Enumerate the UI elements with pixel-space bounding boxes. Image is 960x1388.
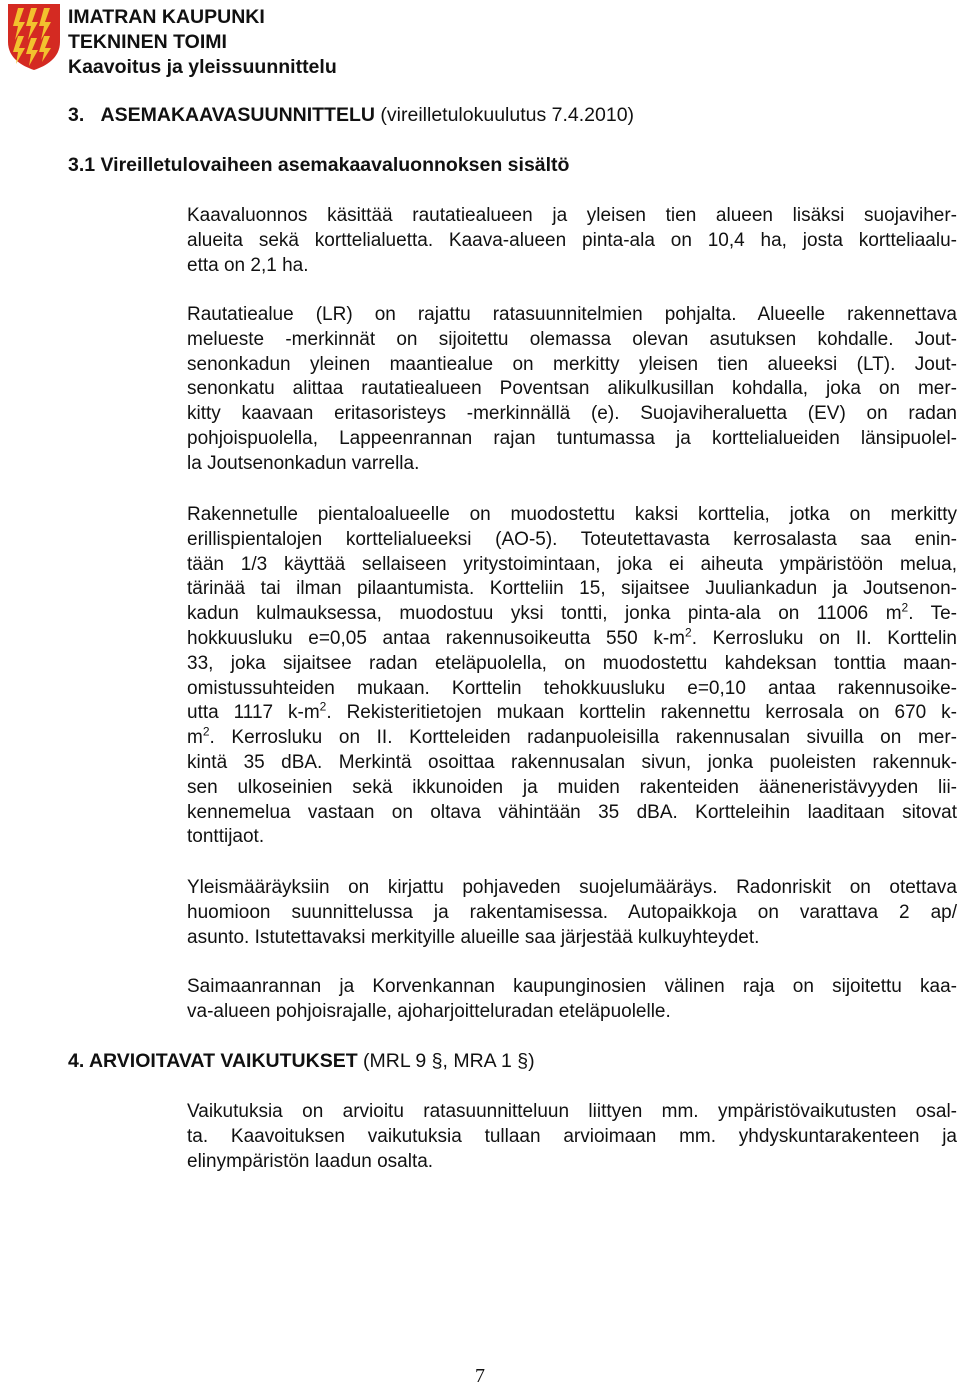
paragraph-general-regulations: [187, 876, 957, 950]
section-3-number: 3.: [68, 104, 85, 126]
text-line: la Joutsenonkadun varrella.: [187, 452, 420, 474]
unit-name: Kaavoitus ja yleissuunnittelu: [68, 56, 337, 78]
text-line: kitty kaavaan eritasoristeys -merkinnällä (e). Suojaviheraluetta (EV) on radan: [187, 403, 957, 425]
text-line: erillispientalojen korttelialueeksi (AO-5). Toteutettavasta kerrosalasta saa enin-: [187, 528, 957, 550]
text-line: Vaikutuksia on arvioitu ratasuunnitteluun liittyen mm. ympäristövaikutusten osal-: [187, 1101, 957, 1122]
text-line: kennemelua vastaan on oltava vähintään 35 dBA. Kortteleihin laaditaan sitovat: [187, 801, 957, 823]
paragraph-plan-scope: [187, 204, 957, 278]
section-3-heading: [68, 103, 634, 127]
text-line: asunto. Istutettavaksi merkityille alueille saa järjestää kulkuyhteydet.: [187, 926, 760, 948]
text-line: tärinää tai ilman pilaantumista. Kortteliin 15, sijaitsee Juuliankadun ja Joutsenon-: [187, 578, 957, 600]
text-line: kadun kulmauksessa, muodostuu yksi tontti, jonka pinta-ala on 11006 $m^2$. Te-: [187, 600, 957, 625]
text-line: tään 1/3 käyttää sellaiseen yritystoimintaan, joka ei aiheuta ympäristöön melua,: [187, 553, 957, 575]
text-line: sen ulkoseinien sekä ikkunoiden ja muiden rakenteiden ääneneristävyyden lii-: [187, 776, 957, 798]
section-3-title: ASEMAKAAVASUUNNITTELU: [100, 104, 375, 126]
text-line: Rautatiealue (LR) on rajattu ratasuunnitelmien pohjalta. Alueelle rakennettava: [187, 304, 957, 325]
paragraph-impacts: [187, 1100, 957, 1174]
text-line: Kaavaluonnos käsittää rautatiealueen ja yleisen tien alueen lisäksi suojaviher-: [187, 205, 957, 226]
text-line: Rakennetulle pientaloalueelle on muodostettu kaksi korttelia, jotka on merkitty: [187, 504, 957, 525]
text-line: kintä 35 dBA. Merkintä osoittaa rakennusalan sivun, jonka puoleisten rakennuk-: [187, 751, 957, 773]
text-line: senonkatu alittaa rautatiealueen Poventsan alikulkusillan kohdalla, joka on mer-: [187, 378, 957, 400]
page-number: 7: [475, 1365, 485, 1387]
text-line: Saimaanrannan ja Korvenkannan kaupunginosien välinen raja on sijoitettu kaa-: [187, 976, 957, 997]
paragraph-residential-blocks: [187, 503, 957, 850]
city-coat-of-arms-icon: [6, 2, 62, 72]
section-4-heading: [68, 1049, 535, 1073]
section-4-title: 4. ARVIOITAVAT VAIKUTUKSET: [68, 1050, 358, 1072]
text-line: utta 1117 $k-m^2$. Rekisteritietojen mukaan korttelin rakennettu kerrosala on 670 k-: [187, 700, 957, 724]
section-3-note: (vireilletulokuulutus 7.4.2010): [380, 104, 635, 126]
text-line: alueita sekä korttelialuetta. Kaava-alueen pinta-ala on 10,4 ha, josta kortteliaalu-: [187, 229, 957, 251]
text-line: Yleismääräyksiin on kirjattu pohjaveden suojelumääräys. Radonriskit on otettava: [187, 877, 957, 898]
text-line: elinympäristön laadun osalta.: [187, 1150, 434, 1172]
text-line: melueste -merkinnät on sijoitettu olemassa olevan asutuksen kohdalle. Jout-: [187, 328, 957, 350]
department-name: TEKNINEN TOIMI: [68, 31, 227, 53]
text-line: pohjoispuolella, Lappeenrannan rajan tuntumassa ja korttelialueiden länsipuolel-: [187, 427, 957, 449]
text-line: 33, joka sijaitsee radan eteläpuolella, on muodostettu kahdeksan tonttia maan-: [187, 652, 957, 674]
section-4-note: (MRL 9 §, MRA 1 §): [363, 1050, 535, 1072]
paragraph-district-border: [187, 975, 957, 1025]
text-line: hokkuusluku e=0,05 antaa rakennusoikeutta 550 $k-m^2$. Kerrosluku on II. Korttelin: [187, 625, 957, 649]
text-line: omistussuhteiden mukaan. Korttelin tehokkuusluku e=0,10 antaa rakennusoike-: [187, 677, 957, 699]
org-name: IMATRAN KAUPUNKI: [68, 6, 265, 28]
text-line: tonttijaot.: [187, 826, 265, 848]
section-3-1-heading: 3.1 Vireilletulovaiheen asemakaavaluonnoksen sisältö: [68, 154, 570, 176]
text-line: huomioon suunnittelussa ja rakentamisessa. Autopaikkoja on varattava 2 ap/: [187, 901, 957, 923]
text-line: $m^2$. Kerrosluku on II. Kortteleiden radanpuoleisilla rakennusalan sivuilla on mer-: [187, 724, 957, 749]
text-line: va-alueen pohjoisrajalle, ajoharjoitteluradan eteläpuolelle.: [187, 1000, 671, 1022]
text-line: ta. Kaavoituksen vaikutuksia tullaan arvioimaan mm. yhdyskuntarakenteen ja: [187, 1125, 957, 1147]
text-line: etta on 2,1 ha.: [187, 254, 309, 276]
paragraph-railway-area: [187, 303, 957, 477]
text-line: senonkadun yleinen maantiealue on merkitty yleisen tien alueeksi (LT). Jout-: [187, 353, 957, 375]
